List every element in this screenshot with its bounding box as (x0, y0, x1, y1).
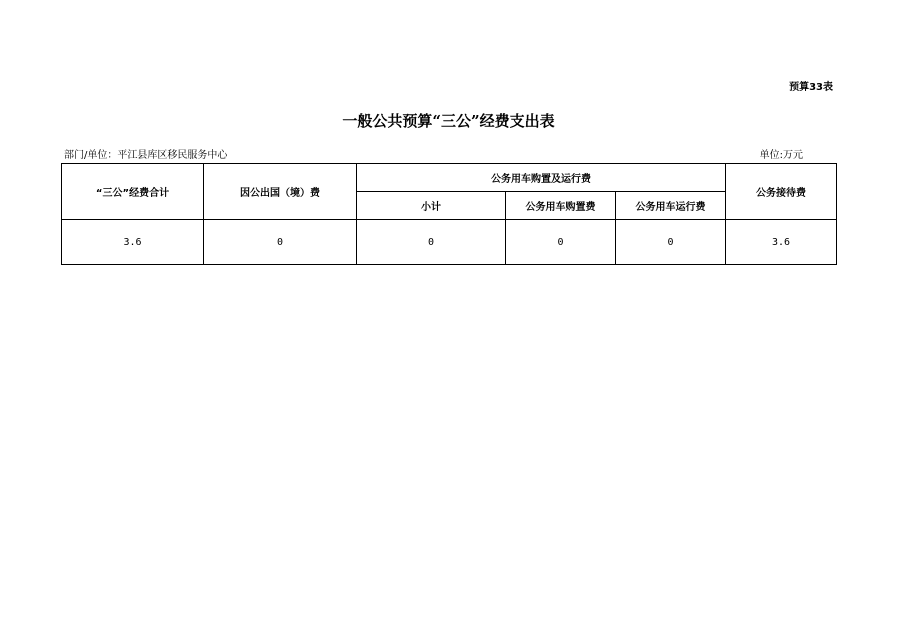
column-header-total: “三公”经费合计 (62, 164, 204, 220)
cell-total: 3.6 (62, 220, 204, 265)
department-label: 部门/单位：平江县库区移民服务中心 (64, 150, 228, 161)
cell-vehicle-purchase: 0 (506, 220, 616, 265)
expense-table (61, 163, 837, 265)
cell-vehicle-subtotal: 0 (357, 220, 506, 265)
column-header-overseas: 因公出国（境）费 (204, 164, 357, 220)
column-header-reception: 公务接待费 (726, 164, 837, 220)
column-header-vehicle-purchase: 公务用车购置费 (506, 192, 616, 220)
cell-overseas: 0 (204, 220, 357, 265)
column-header-vehicle-subtotal: 小计 (357, 192, 506, 220)
table-row (62, 220, 837, 265)
unit-label: 单位:万元 (759, 150, 803, 161)
page-title: 一般公共预算“三公”经费支出表 (342, 112, 555, 130)
column-header-vehicle-group: 公务用车购置及运行费 (357, 164, 726, 192)
cell-vehicle-operation: 0 (616, 220, 726, 265)
cell-reception: 3.6 (726, 220, 837, 265)
table-header-row (62, 164, 837, 192)
page-code: 预算33表 (789, 82, 833, 93)
column-header-vehicle-operation: 公务用车运行费 (616, 192, 726, 220)
